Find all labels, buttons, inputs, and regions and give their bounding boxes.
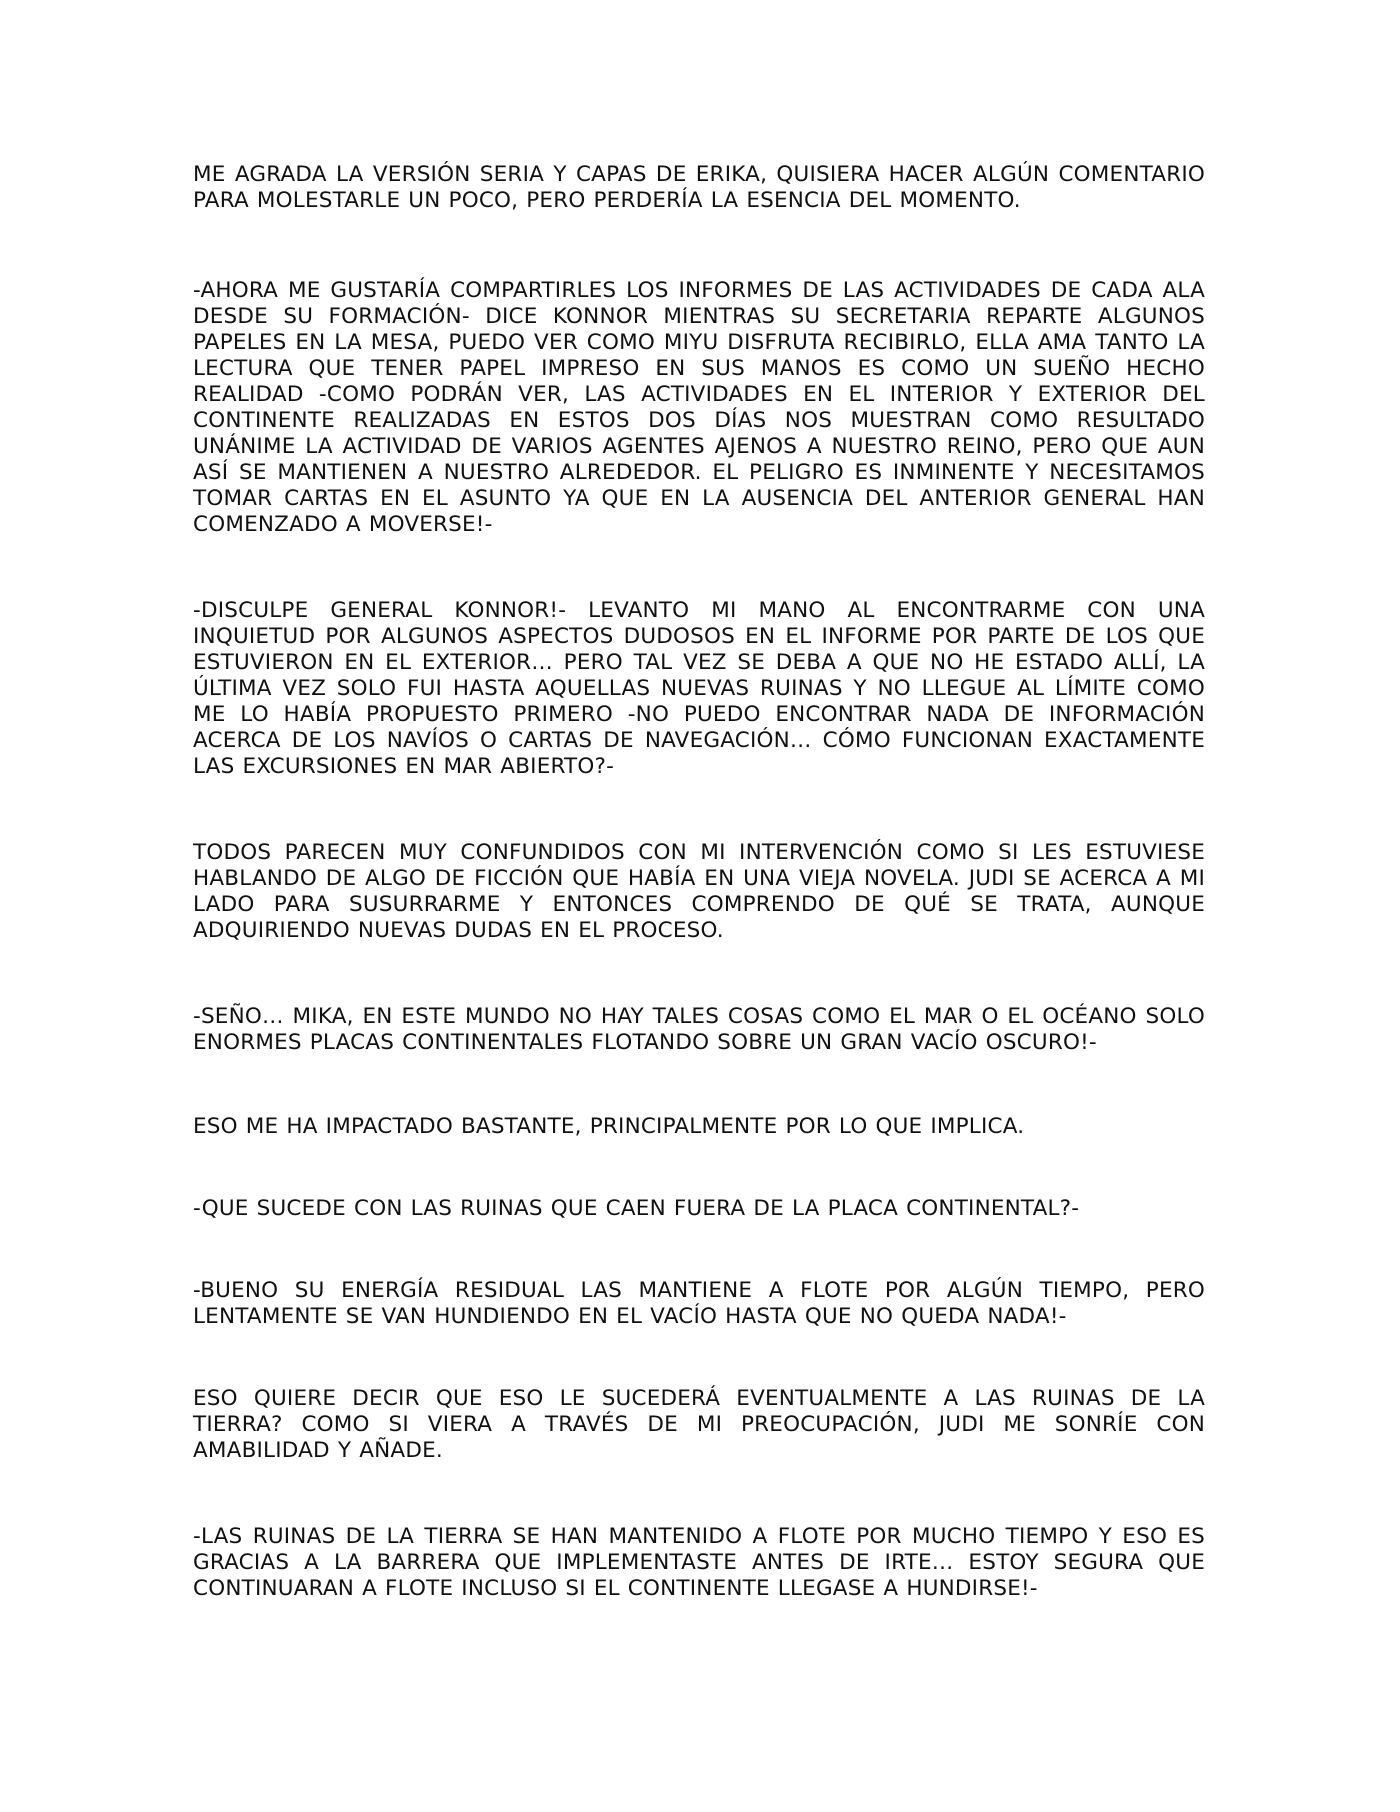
paragraph-question-navigation: -DISCULPE GENERAL KONNOR!- LEVANTO MI MANO AL ENCONTRARME CON UNA INQUIETUD POR ALGUNOS ASPECTOS DUDOSOS EN EL INFORME POR PARTE DE LOS QUE ESTUVIERON EN EL EXTERIOR… PERO TAL VEZ SE DEBA A QUE NO HE ESTADO ALLÍ, LA ÚLTIMA VEZ SOLO FUI HASTA AQUELLAS NUEVAS RUINAS Y NO LLEGUE AL LÍMITE COMO ME LO HABÍA PROPUESTO PRIMERO -NO PUEDO ENCONTRAR NADA DE INFORMACIÓN ACERCA DE LOS NAVÍOS O CARTAS DE NAVEGACIÓN… CÓMO FUNCIONAN EXACTAMENTE LAS EXCURSIONES EN MAR ABIERTO?-	[193, 598, 1205, 779]
paragraph-no-sea: -SEÑO… MIKA, EN ESTE MUNDO NO HAY TALES COSAS COMO EL MAR O EL OCÉANO SOLO ENORMES PLACAS CONTINENTALES FLOTANDO SOBRE UN GRAN VACÍO OSCURO!-	[193, 1004, 1205, 1055]
paragraph-erika: ME AGRADA LA VERSIÓN SERIA Y CAPAS DE ERIKA, QUISIERA HACER ALGÚN COMENTARIO PARA MOLESTARLE UN POCO, PERO PERDERÍA LA ESENCIA DEL MOMENTO.	[193, 162, 1205, 213]
paragraph-barrier: -LAS RUINAS DE LA TIERRA SE HAN MANTENIDO A FLOTE POR MUCHO TIEMPO Y ESO ES GRACIAS A LA BARRERA QUE IMPLEMENTASTE ANTES DE IRTE… ESTOY SEGURA QUE CONTINUARAN A FLOTE INCLUSO SI EL CONTINENTE LLEGASE A HUNDIRSE!-	[193, 1524, 1205, 1601]
paragraph-residual-energy: -BUENO SU ENERGÍA RESIDUAL LAS MANTIENE A FLOTE POR ALGÚN TIEMPO, PERO LENTAMENTE SE VAN HUNDIENDO EN EL VACÍO HASTA QUE NO QUEDA NADA!-	[193, 1278, 1205, 1329]
paragraph-ruins-question: -QUE SUCEDE CON LAS RUINAS QUE CAEN FUERA DE LA PLACA CONTINENTAL?-	[193, 1196, 1080, 1221]
paragraph-impact: ESO ME HA IMPACTADO BASTANTE, PRINCIPALMENTE POR LO QUE IMPLICA.	[193, 1114, 1025, 1139]
paragraph-confusion: TODOS PARECEN MUY CONFUNDIDOS CON MI INTERVENCIÓN COMO SI LES ESTUVIESE HABLANDO DE ALGO DE FICCIÓN QUE HABÍA EN UNA VIEJA NOVELA. JUDI SE ACERCA A MI LADO PARA SUSURRARME Y ENTONCES COMPRENDO DE QUÉ SE TRATA, AUNQUE ADQUIRIENDO NUEVAS DUDAS EN EL PROCESO.	[193, 840, 1205, 943]
paragraph-judi-smiles: ESO QUIERE DECIR QUE ESO LE SUCEDERÁ EVENTUALMENTE A LAS RUINAS DE LA TIERRA? COMO SI VIERA A TRAVÉS DE MI PREOCUPACIÓN, JUDI ME SONRÍE CON AMABILIDAD Y AÑADE.	[193, 1386, 1205, 1463]
paragraph-konnor-report: -AHORA ME GUSTARÍA COMPARTIRLES LOS INFORMES DE LAS ACTIVIDADES DE CADA ALA DESDE SU FORMACIÓN- DICE KONNOR MIENTRAS SU SECRETARIA REPARTE ALGUNOS PAPELES EN LA MESA, PUEDO VER COMO MIYU DISFRUTA RECIBIRLO, ELLA AMA TANTO LA LECTURA QUE TENER PAPEL IMPRESO EN SUS MANOS ES COMO UN SUEÑO HECHO REALIDAD -COMO PODRÁN VER, LAS ACTIVIDADES EN EL INTERIOR Y EXTERIOR DEL CONTINENTE REALIZADAS EN ESTOS DOS DÍAS NOS MUESTRAN COMO RESULTADO UNÁNIME LA ACTIVIDAD DE VARIOS AGENTES AJENOS A NUESTRO REINO, PERO QUE AUN ASÍ SE MANTIENEN A NUESTRO ALREDEDOR. EL PELIGRO ES INMINENTE Y NECESITAMOS TOMAR CARTAS EN EL ASUNTO YA QUE EN LA AUSENCIA DEL ANTERIOR GENERAL HAN COMENZADO A MOVERSE!-	[193, 278, 1205, 537]
document-page	[193, 162, 1205, 1602]
